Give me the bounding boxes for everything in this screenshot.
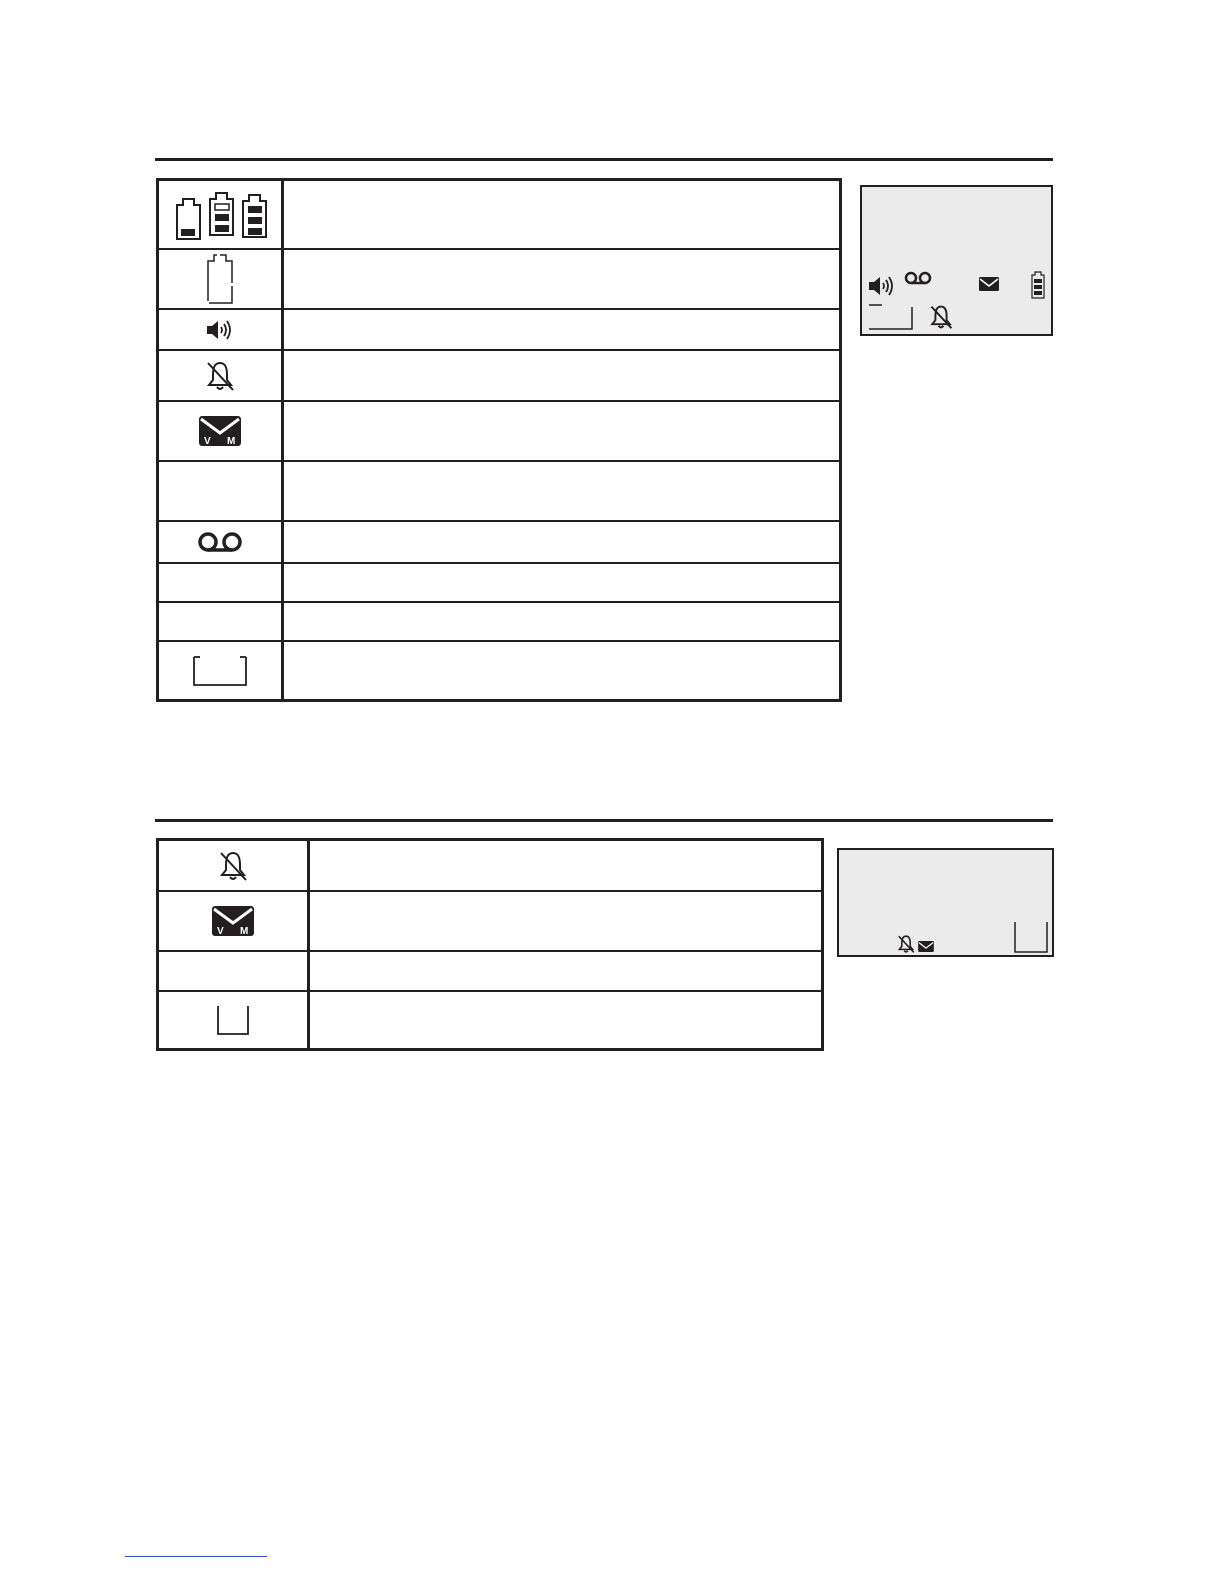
icon-cell	[159, 250, 284, 308]
table-row	[159, 522, 839, 564]
voicemail-envelope-icon	[979, 277, 999, 291]
description-cell	[284, 462, 839, 520]
description-cell	[284, 181, 839, 248]
handset-icon-table	[156, 178, 842, 702]
svg-text:M: M	[227, 436, 236, 447]
voicemail-tape-icon	[196, 531, 244, 553]
icon-cell	[159, 462, 284, 520]
table-row	[159, 603, 839, 642]
icon-cell	[159, 402, 284, 460]
table-row	[159, 992, 821, 1048]
battery-icon	[1031, 271, 1045, 299]
icon-cell	[159, 522, 284, 562]
description-cell	[310, 992, 821, 1048]
description-cell	[284, 310, 839, 349]
base-icon-table	[156, 838, 824, 1051]
base-display-sample	[837, 848, 1054, 957]
bracket-box-icon	[216, 1004, 250, 1036]
speaker-icon	[206, 319, 234, 341]
svg-text:M: M	[240, 926, 249, 937]
ringer-off-icon	[205, 360, 235, 392]
description-cell	[284, 642, 839, 699]
table-row	[159, 841, 821, 892]
bracket-box-icon	[868, 303, 914, 331]
icon-cell	[159, 642, 284, 699]
voicemail-envelope-icon	[211, 905, 255, 937]
section-1-rule	[155, 158, 1053, 161]
ringer-off-icon	[929, 304, 953, 330]
description-cell	[284, 250, 839, 308]
table-row	[159, 351, 839, 402]
icon-cell	[159, 952, 310, 990]
description-cell	[310, 892, 821, 950]
icon-cell	[159, 841, 310, 890]
battery-charging-icon	[170, 189, 270, 241]
voicemail-envelope-icon	[198, 415, 242, 447]
table-row	[159, 642, 839, 699]
description-cell	[310, 952, 821, 990]
icon-cell	[159, 992, 310, 1048]
icon-cell	[159, 181, 284, 248]
voicemail-envelope-icon	[918, 941, 934, 952]
table-row	[159, 181, 839, 250]
icon-cell	[159, 603, 284, 640]
svg-text:V: V	[217, 926, 224, 937]
voicemail-tape-icon	[904, 271, 932, 285]
bracket-box-icon	[1013, 920, 1049, 954]
ringer-off-icon	[897, 934, 915, 954]
description-cell	[284, 564, 839, 601]
icon-cell	[159, 564, 284, 601]
description-cell	[284, 402, 839, 460]
icon-cell	[159, 892, 310, 950]
table-row	[159, 952, 821, 992]
section-2-rule	[155, 819, 1053, 822]
icon-cell	[159, 351, 284, 400]
table-row	[159, 250, 839, 310]
icon-cell	[159, 310, 284, 349]
description-cell	[284, 351, 839, 400]
bracket-box-icon	[192, 655, 248, 687]
footer-link-underline[interactable]	[125, 1556, 267, 1557]
handset-display-sample	[860, 185, 1053, 336]
description-cell	[284, 522, 839, 562]
description-cell	[310, 841, 821, 890]
svg-text:V: V	[204, 436, 211, 447]
table-row	[159, 564, 839, 603]
table-row	[159, 462, 839, 522]
table-row	[159, 892, 821, 952]
speaker-icon	[868, 275, 896, 297]
description-cell	[284, 603, 839, 640]
ringer-off-icon	[218, 850, 248, 882]
table-row	[159, 402, 839, 462]
battery-empty-icon	[205, 253, 235, 305]
table-row	[159, 310, 839, 351]
